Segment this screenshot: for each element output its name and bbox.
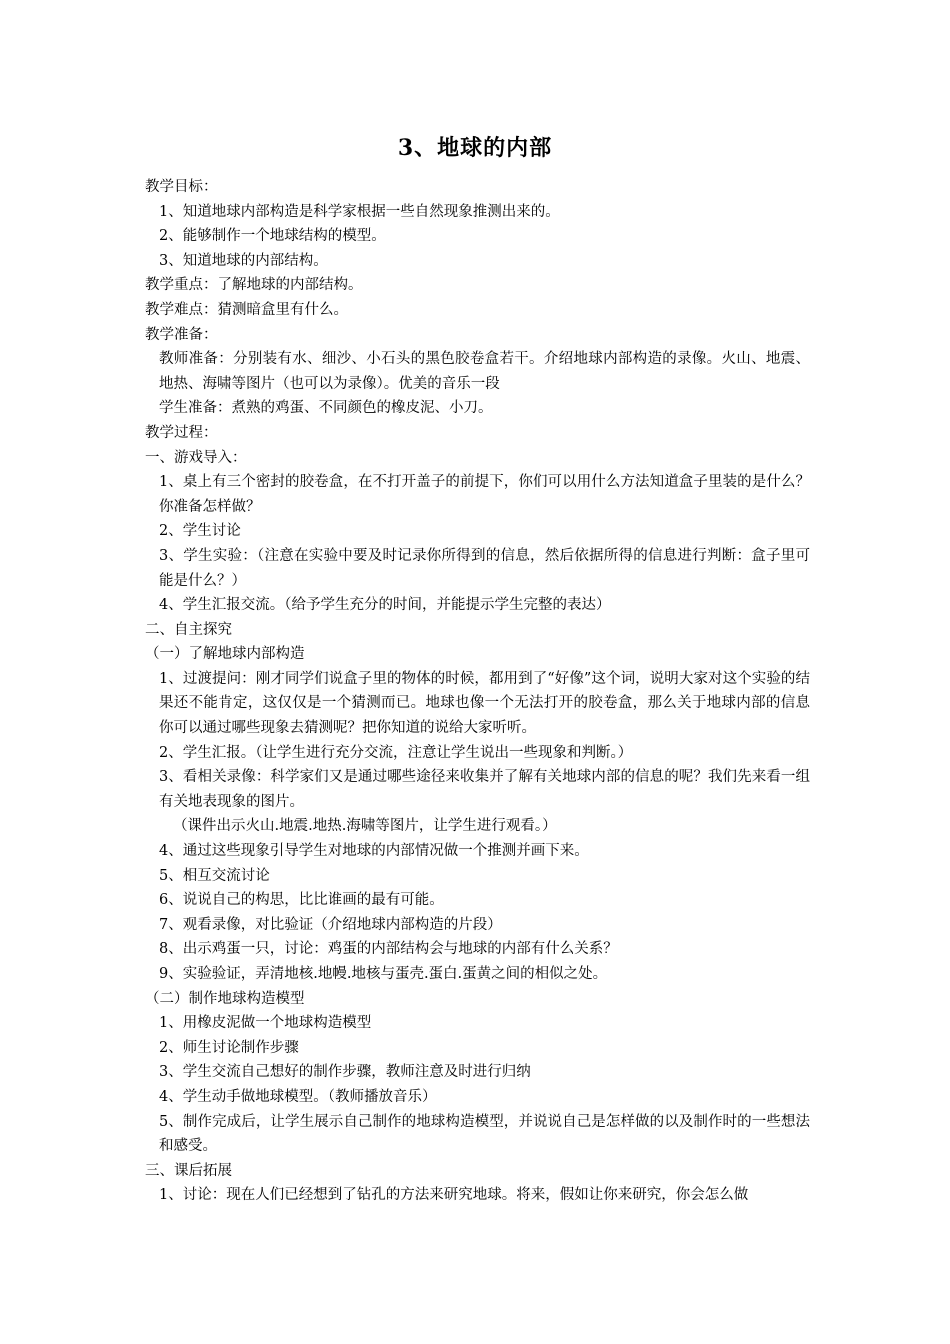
document-paragraph: 2、学生汇报。（让学生进行充分交流，注意让学生说出一些现象和判断。）: [159, 744, 633, 761]
document-paragraph: 1、桌上有三个密封的胶卷盒，在不打开盖子的前提下，你们可以用什么方法知道盒子里装的是什么？你准备怎样做？: [159, 474, 810, 515]
document-paragraph: 学生准备：煮熟的鸡蛋、不同颜色的橡皮泥、小刀。: [159, 400, 493, 417]
document-paragraph: 3、知道地球的内部结构。: [159, 252, 328, 269]
document-paragraph: 教师准备：分别装有水、细沙、小石头的黑色胶卷盒若干。介绍地球内部构造的录像。火山、地震、地热、海啸等图片（也可以为录像）。优美的音乐一段: [159, 351, 810, 392]
document-paragraph: 3、看相关录像：科学家们又是通过哪些途径来收集并了解有关地球内部的信息的呢？我们先来看一组有关地表现象的图片。: [159, 769, 810, 810]
document-paragraph: 5、相互交流讨论: [159, 867, 270, 884]
document-paragraph: 7、观看录像，对比验证（介绍地球内部构造的片段）: [159, 916, 502, 933]
document-paragraph: 1、知道地球内部构造是科学家根据一些自然现象推测出来的。: [159, 203, 560, 220]
document-paragraph: 1、过渡提问：刚才同学们说盒子里的物体的时候，都用到了“好像”这个词，说明大家对这个实验的结果还不能肯定，这仅仅是一个猜测而已。地球也像一个无法打开的胶卷盒，那么关于地球内部的信息你可以通过哪些现象去猜测呢？把你知道的说给大家听听。: [159, 670, 810, 737]
document-paragraph: 9、实验验证，弄清地核.地幔.地核与蛋壳.蛋白.蛋黄之间的相似之处。: [159, 966, 608, 982]
document-paragraph: 4、通过这些现象引导学生对地球的内部情况做一个推测并画下来。: [159, 843, 589, 860]
document-paragraph: 5、制作完成后，让学生展示自己制作的地球构造模型，并说说自己是怎样做的以及制作时的一些想法和感受。: [159, 1113, 810, 1155]
document-paragraph: 2、能够制作一个地球结构的模型。: [159, 228, 386, 245]
document-paragraph: （课件出示火山.地震.地热.海啸等图片，让学生进行观看。）: [173, 818, 557, 835]
document-paragraph: 教学难点：猜测暗盒里有什么。: [145, 301, 348, 318]
document-paragraph: 教学准备：: [145, 326, 218, 343]
document-paragraph: 4、学生动手做地球模型。（教师播放音乐）: [159, 1088, 437, 1105]
document-paragraph: 2、师生讨论制作步骤: [159, 1039, 299, 1056]
document-paragraph: 教学过程：: [145, 424, 218, 441]
document-paragraph: 4、学生汇报交流。（给予学生充分的时间，并能提示学生完整的表达）: [159, 597, 611, 614]
document-paragraph: 教学目标：: [145, 179, 218, 195]
document-paragraph: 三、课后拓展: [145, 1162, 232, 1179]
document-paragraph: 2、学生讨论: [159, 523, 241, 540]
document-paragraph: 8、出示鸡蛋一只，讨论：鸡蛋的内部结构会与地球的内部有什么关系？: [159, 941, 618, 958]
document-paragraph: 二、自主探究: [145, 621, 232, 638]
document-paragraph: （二）制作地球构造模型: [145, 990, 305, 1007]
document-paragraph: 3、学生交流自己想好的制作步骤，教师注意及时进行归纳: [159, 1064, 531, 1081]
document-paragraph: 教学重点：了解地球的内部结构。: [145, 277, 363, 294]
document-paragraph: 一、游戏导入：: [145, 449, 247, 466]
document-paragraph: 6、说说自己的构思，比比谁画的最有可能。: [159, 892, 444, 909]
document-paragraph: 1、讨论：现在人们已经想到了钻孔的方法来研究地球。将来，假如让你来研究，你会怎么做: [159, 1187, 749, 1204]
page-title: 3、地球的内部: [397, 135, 553, 161]
document-paragraph: 1、用橡皮泥做一个地球构造模型: [159, 1015, 372, 1032]
document-body: [145, 175, 810, 1208]
document-paragraph: 3、学生实验：（注意在实验中要及时记录你所得到的信息，然后依据所得的信息进行判断：盒子里可能是什么？）: [159, 547, 810, 589]
document-paragraph: （一）了解地球内部构造: [145, 646, 305, 663]
